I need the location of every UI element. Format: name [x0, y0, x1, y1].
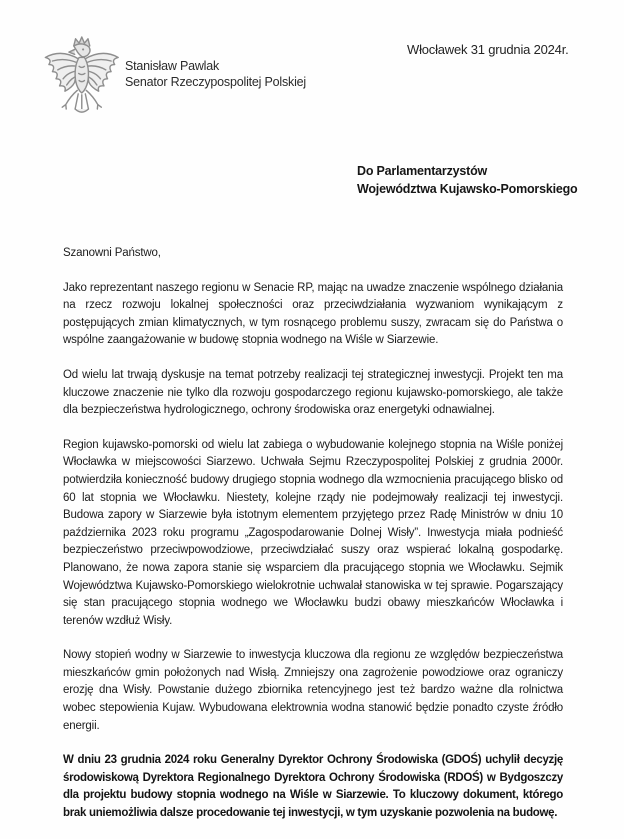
recipient-line-2: Województwa Kujawsko-Pomorskiego	[357, 182, 578, 196]
sender-title: Senator Rzeczypospolitej Polskiej	[125, 74, 306, 89]
recipient-block	[357, 162, 578, 198]
paragraph-2: Od wielu lat trwają dyskusje na temat potrzeby realizacji tej strategicznej inwestycji. Projekt ten ma kluczowe znaczenie nie tylko dla rozwoju gospodarczego regionu kujawsko-pomorskiego, ale także dla bezpieczeństwa hydrologicznego, ochrony środowiska oraz energetyki odnawialnej.	[63, 368, 563, 417]
closing-paragraph: W dniu 23 grudnia 2024 roku Generalny Dyrektor Ochrony Środowiska (GDOŚ) uchylił decyzję środowiskową Dyrektora Regionalnego Dyrektora Ochrony Środowiska (RDOŚ) w Bydgoszczy dla projektu budowy stopnia wodnego na Wiśle w Siarzewie. To kluczowy dokument, którego brak uniemożliwia dalsze procedowanie tej inwestycji, w tym uzyskanie pozwolenia na budowę.	[63, 754, 563, 820]
sender-name: Stanisław Pawlak	[125, 59, 220, 73]
salutation: Szanowni Państwo,	[63, 247, 161, 259]
paragraph-4: Nowy stopień wodny w Siarzewie to inwestycja kluczowa dla regionu ze względów bezpieczeństwa mieszkańców gmin położonych nad Wisłą. Zmniejszy ona zagrożenie powodziowe oraz ograniczy erozję dna Wisły. Powstanie dużego zbiornika retencyjnego jest też bardzo ważne dla rolnictwa wobec stepowienia Kujaw. Wybudowana elektrownia wodna stanowić będzie ponadto czyste źródło energii.	[63, 649, 563, 732]
paragraph-3: Region kujawsko-pomorski od wielu lat zabiega o wybudowanie kolejnego stopnia na Wiśle poniżej Włocławka w miejscowości Siarzewo. Uchwała Sejmu Rzeczypospolitej Polskiej z grudnia 2000r. potwierdziła konieczność budowy drugiego stopnia wodnego dla wzmocnienia pracującego blisko od 60 lat stopnia we Włocławku. Niestety, kolejne rządy nie podejmowały realizacji tej inwestycji. Budowa zapory w Siarzewie była istotnym elementem przyjętego przez Radę Ministrów w dniu 10 października 2023 roku programu „Zagospodarowanie Dolnej Wisły”. Inwestycja miała podnieść bezpieczeństwo przeciwpowodziowe, przeciwdziałać suszy oraz wspierać lokalną gospodarkę. Planowano, że nowa zapora stanie się wsparciem dla pracującego stopnia we Włocławku. Sejmik Województwa Kujawsko-Pomorskiego wielokrotnie uchwalał stanowiska w tej sprawie. Pogarszający się stan pracującego stopnia wodnego we Włocławku budzi obawy mieszkańców Włocławka i terenów wzdłuż Wisły.	[63, 438, 563, 627]
letter-body	[63, 245, 563, 823]
recipient-line-1: Do Parlamentarzystów	[357, 164, 488, 178]
paragraph-1: Jako reprezentant naszego regionu w Senacie RP, mając na uwadze znaczenie wspólnego działania na rzecz rozwoju lokalnej społeczności oraz przeciwdziałania wyzwaniom wynikającym z postępujących zmian klimatycznych, w tym rosnącego problemu suszy, zwracam się do Państwa o wspólne zaangażowanie w budowę stopnia wodnego na Wiśle w Siarzewie.	[63, 281, 563, 347]
sender-block	[125, 59, 306, 91]
polish-eagle-coat-of-arms-icon	[40, 34, 120, 120]
dateline: Włocławek 31 grudnia 2024r.	[407, 42, 569, 57]
